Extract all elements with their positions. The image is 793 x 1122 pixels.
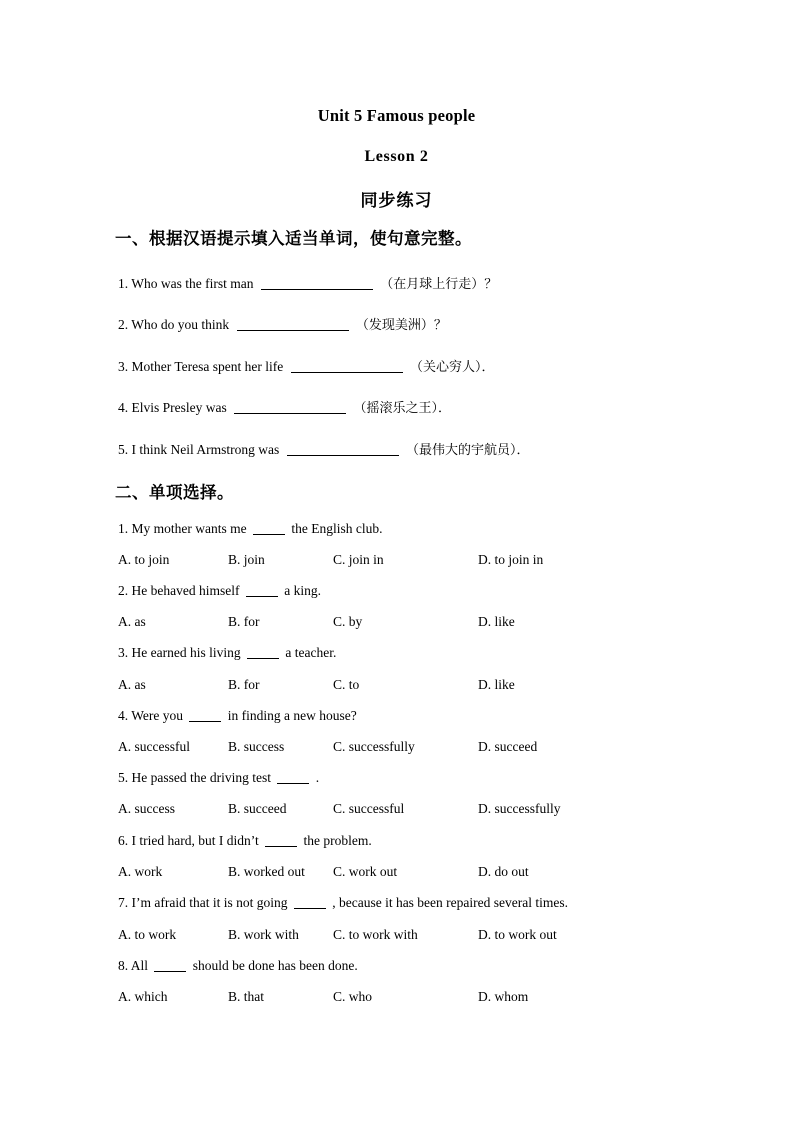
mc-option-a[interactable]: A. success [118, 801, 175, 816]
mc-question-number: 5. [118, 770, 129, 785]
mc-option-a[interactable]: A. to join [118, 552, 170, 567]
mc-option-c[interactable]: C. by [333, 614, 363, 629]
mc-option-c[interactable]: C. join in [333, 552, 384, 567]
mc-option-a[interactable]: A. work [118, 864, 163, 879]
mc-question-number: 3. [118, 645, 129, 660]
mc-option-a[interactable]: A. which [118, 989, 168, 1004]
mc-option-c[interactable]: C. to work with [333, 927, 418, 942]
mc-option-b[interactable]: B. succeed [228, 801, 287, 816]
mc-blank-line[interactable] [189, 708, 221, 722]
fill-blank-line[interactable] [291, 359, 403, 373]
mc-option-d[interactable]: D. to work out [478, 927, 557, 942]
mc-question-text-after: the English club. [291, 521, 383, 536]
mc-question-text-before: I tried hard, but I didn’t [131, 833, 259, 848]
mc-blank-line[interactable] [294, 895, 326, 909]
fill-item-hint: （发现美洲）？ [355, 318, 447, 333]
fill-blank-item-1 [118, 276, 497, 293]
mc-option-c[interactable]: C. successfully [333, 739, 415, 754]
mc-question-text-before: He passed the driving test [131, 770, 271, 785]
mc-question-text-after: a teacher. [285, 645, 337, 660]
fill-blank-item-5 [118, 442, 530, 459]
fill-item-number: 2. [118, 317, 129, 332]
mc-option-d[interactable]: D. whom [478, 989, 529, 1004]
fill-blank-line[interactable] [287, 442, 399, 456]
mc-question-text-before: All [130, 958, 149, 973]
mc-question-6 [118, 833, 372, 849]
mc-option-d[interactable]: D. succeed [478, 739, 538, 754]
mc-question-number: 6. [118, 833, 129, 848]
mc-question-1 [118, 521, 382, 537]
fill-blank-line[interactable] [234, 400, 346, 414]
fill-item-text-before: I think Neil Armstrong was [131, 442, 280, 457]
mc-option-b[interactable]: B. for [228, 614, 260, 629]
mc-question-5 [118, 770, 319, 786]
mc-question-number: 2. [118, 583, 129, 598]
mc-question-text-before: My mother wants me [131, 521, 247, 536]
mc-blank-line[interactable] [154, 958, 186, 972]
mc-question-text-before: I’m afraid that it is not going [131, 895, 288, 910]
mc-question-3 [118, 645, 336, 661]
mc-option-a[interactable]: A. as [118, 677, 146, 692]
fill-item-number: 4. [118, 400, 129, 415]
mc-option-d[interactable]: D. like [478, 614, 515, 629]
fill-item-number: 5. [118, 442, 129, 457]
mc-option-c[interactable]: C. work out [333, 864, 398, 879]
fill-item-number: 1. [118, 276, 129, 291]
fill-blank-item-4 [118, 400, 451, 417]
mc-option-b[interactable]: B. for [228, 677, 260, 692]
mc-option-b[interactable]: B. worked out [228, 864, 305, 879]
mc-option-d[interactable]: D. successfully [478, 801, 561, 816]
mc-question-number: 8. [118, 958, 129, 973]
mc-option-b[interactable]: B. join [228, 552, 265, 567]
mc-question-text-before: He earned his living [131, 645, 241, 660]
mc-option-d[interactable]: D. do out [478, 864, 529, 879]
mc-option-b[interactable]: B. work with [228, 927, 299, 942]
fill-blank-line[interactable] [261, 276, 373, 290]
mc-option-c[interactable]: C. to [333, 677, 360, 692]
mc-question-number: 4. [118, 708, 129, 723]
mc-question-text-after: , because it has been repaired several times. [332, 895, 568, 910]
mc-question-text-after: a king. [284, 583, 321, 598]
section-2-heading: 二、单项选择。 [115, 483, 234, 502]
mc-blank-line[interactable] [277, 770, 309, 784]
mc-question-text-after: should be done has been done. [192, 958, 358, 973]
mc-option-a[interactable]: A. as [118, 614, 146, 629]
fill-item-text-before: Who was the first man [131, 276, 254, 291]
fill-item-hint: （摇滚乐之王）． [353, 401, 452, 416]
mc-question-text-after: the problem. [303, 833, 372, 848]
fill-item-text-before: Who do you think [131, 317, 230, 332]
mc-question-7 [118, 895, 568, 911]
fill-item-hint: （最伟大的宇航员）． [406, 443, 530, 458]
mc-question-8 [118, 958, 358, 974]
mc-question-2 [118, 583, 321, 599]
mc-option-b[interactable]: B. that [228, 989, 264, 1004]
mc-blank-line[interactable] [265, 833, 297, 847]
fill-item-text-before: Elvis Presley was [131, 400, 227, 415]
fill-blank-line[interactable] [237, 317, 349, 331]
mc-question-4 [118, 708, 357, 724]
mc-blank-line[interactable] [247, 645, 279, 659]
mc-blank-line[interactable] [253, 521, 285, 535]
document-lesson-title: Lesson 2 [364, 148, 429, 165]
mc-option-d[interactable]: D. to join in [478, 552, 544, 567]
mc-question-text-before: He behaved himself [131, 583, 240, 598]
section-1-heading: 一、根据汉语提示填入适当单词，使句意完整。 [115, 229, 472, 248]
fill-item-hint: （在月球上行走）？ [380, 277, 498, 292]
mc-question-text-before: Were you [131, 708, 184, 723]
mc-option-c[interactable]: C. who [333, 989, 373, 1004]
mc-option-a[interactable]: A. to work [118, 927, 177, 942]
mc-blank-line[interactable] [246, 583, 278, 597]
mc-option-a[interactable]: A. successful [118, 739, 190, 754]
mc-option-c[interactable]: C. successful [333, 801, 405, 816]
fill-blank-item-2 [118, 317, 447, 334]
mc-question-text-after: . [315, 770, 320, 785]
mc-question-number: 1. [118, 521, 129, 536]
mc-question-number: 7. [118, 895, 129, 910]
document-title: Unit 5 Famous people [317, 106, 476, 125]
mc-option-d[interactable]: D. like [478, 677, 515, 692]
document-exercise-title: 同步练习 [360, 191, 433, 211]
fill-item-number: 3. [118, 359, 129, 374]
mc-option-b[interactable]: B. success [228, 739, 285, 754]
fill-item-text-before: Mother Teresa spent her life [131, 359, 284, 374]
fill-blank-item-3 [118, 359, 495, 376]
mc-question-text-after: in finding a new house? [227, 708, 357, 723]
fill-item-hint: （关心穷人）． [410, 360, 495, 375]
